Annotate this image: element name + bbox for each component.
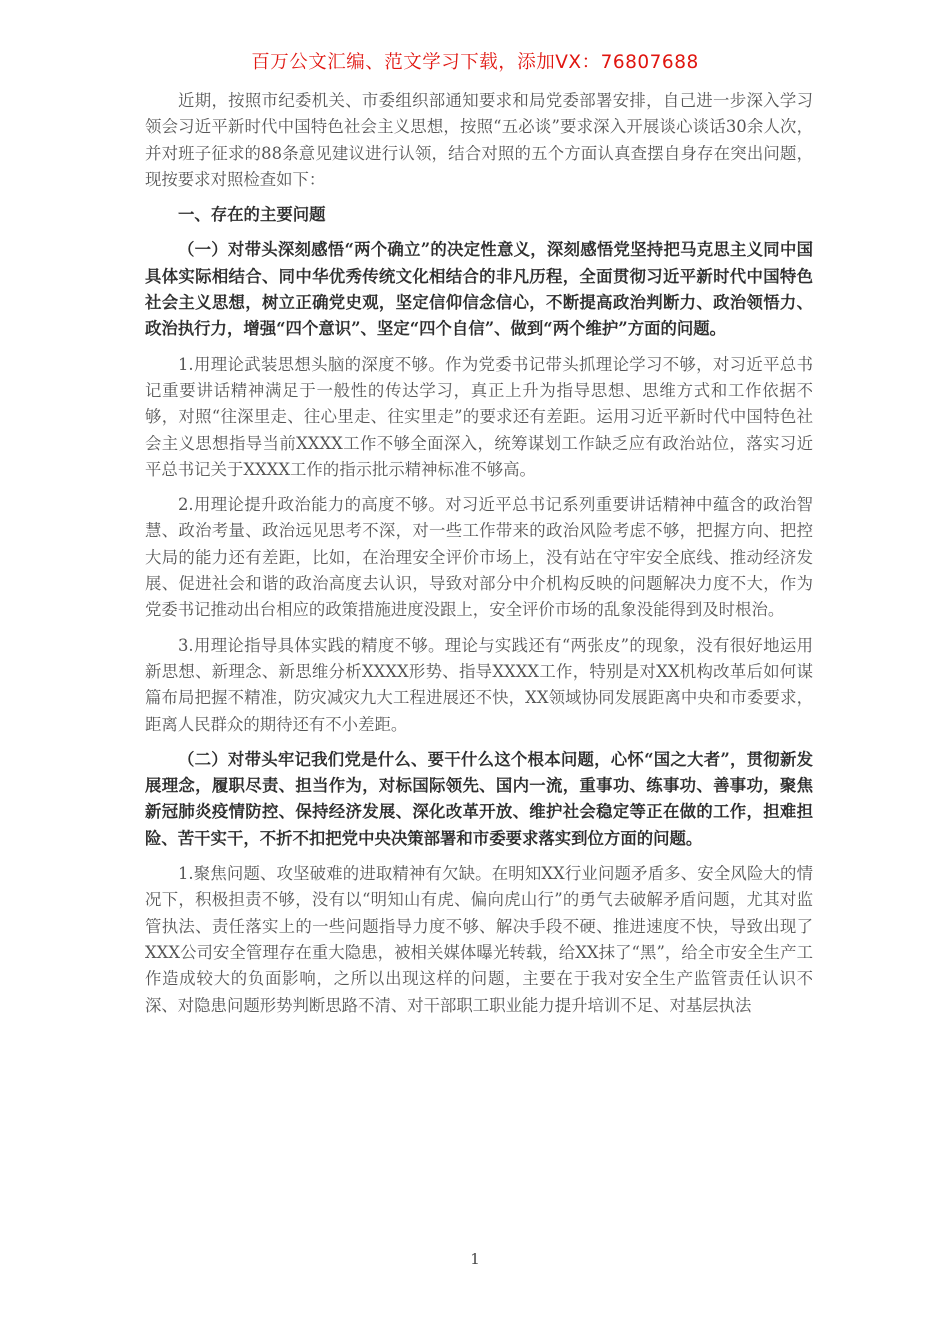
page-number: 1 — [470, 1250, 480, 1268]
paragraph-item-1-2: 2.用理论提升政治能力的高度不够。对习近平总书记系列重要讲话精神中蕴含的政治智慧、政治考量、政治远见思考不深，对一些工作带来的政治风险考虑不够，把握方向、把控大局的能力还有差距，比如，在治理安全评价市场上，没有站在守牢安全底线、推动经济发展、促进社会和谐的政治高度去认识，导致对部分中介机构反映的问题解决力度不大，作为党委书记推动出台相应的政策措施进度没跟上，安全评价市场的乱象没能得到及时根治。 — [145, 495, 813, 620]
header-banner: 百万公文汇编、范文学习下载，添加VX：76807688 — [251, 52, 699, 73]
document-body — [145, 88, 813, 1019]
paragraph-item-2-1: 1.聚焦问题、攻坚破难的进取精神有欠缺。在明知XX行业问题矛盾多、安全风险大的情况下，积极担责不够，没有以“明知山有虎、偏向虎山行”的勇气去破解矛盾问题，尤其对监管执法、责任落实上的一些问题指导力度不够、解决手段不硬、推进速度不快，导致出现了XXX公司安全管理存在重大隐患，被相关媒体曝光转载，给XX抹了“黑”，给全市安全生产工作造成较大的负面影响，之所以出现这样的问题，主要在于我对安全生产监管责任认识不深、对隐患问题形势判断思路不清、对干部职工职业能力提升培训不足、对基层执法 — [145, 864, 813, 1015]
subsection-heading-2: （二）对带头牢记我们党是什么、要干什么这个根本问题，心怀“国之大者”，贯彻新发展理念，履职尽责、担当作为，对标国际领先、国内一流，重事功、练事功、善事功，聚焦新冠肺炎疫情防控、保持经济发展、深化改革开放、维护社会稳定等正在做的工作，担难担险、苦干实干，不折不扣把党中央决策部署和市委要求落实到位方面的问题。 — [145, 749, 813, 848]
intro-paragraph: 近期，按照市纪委机关、市委组织部通知要求和局党委部署安排，自己进一步深入学习领会习近平新时代中国特色社会主义思想，按照“五必谈”要求深入开展谈心谈话30余人次，并对班子征求的88条意见建议进行认领，结合对照的五个方面认真查摆自身存在突出问题，现按要求对照检查如下： — [145, 91, 813, 189]
subsection-heading-1: （一）对带头深刻感悟“两个确立”的决定性意义，深刻感悟党坚持把马克思主义同中国具体实际相结合、同中华优秀传统文化相结合的非凡历程，全面贯彻习近平新时代中国特色社会主义思想，树立正确党史观，坚定信仰信念信心，不断提高政治判断力、政治领悟力、政治执行力，增强“四个意识”、坚定“四个自信”、做到“两个维护”方面的问题。 — [145, 240, 813, 339]
section-heading: 一、存在的主要问题 — [178, 205, 326, 225]
paragraph-item-1-3: 3.用理论指导具体实践的精度不够。理论与实践还有“两张皮”的现象，没有很好地运用新思想、新理念、新思维分析XXXX形势、指导XXXX工作，特别是对XX机构改革后如何谋篇布局把握不精准，防灾减灾九大工程进展还不快，XX领域协同发展距离中央和市委要求，距离人民群众的期待还有不小差距。 — [145, 635, 813, 734]
paragraph-item-1-1: 1.用理论武装思想头脑的深度不够。作为党委书记带头抓理论学习不够，对习近平总书记重要讲话精神满足于一般性的传达学习，真正上升为指导思想、思维方式和工作依据不够，对照“往深里走、往心里走、往实里走”的要求还有差距。运用习近平新时代中国特色社会主义思想指导当前XXXX工作不够全面深入，统筹谋划工作缺乏应有政治站位，落实习近平总书记关于XXXX工作的指示批示精神标准不够高。 — [145, 354, 813, 479]
